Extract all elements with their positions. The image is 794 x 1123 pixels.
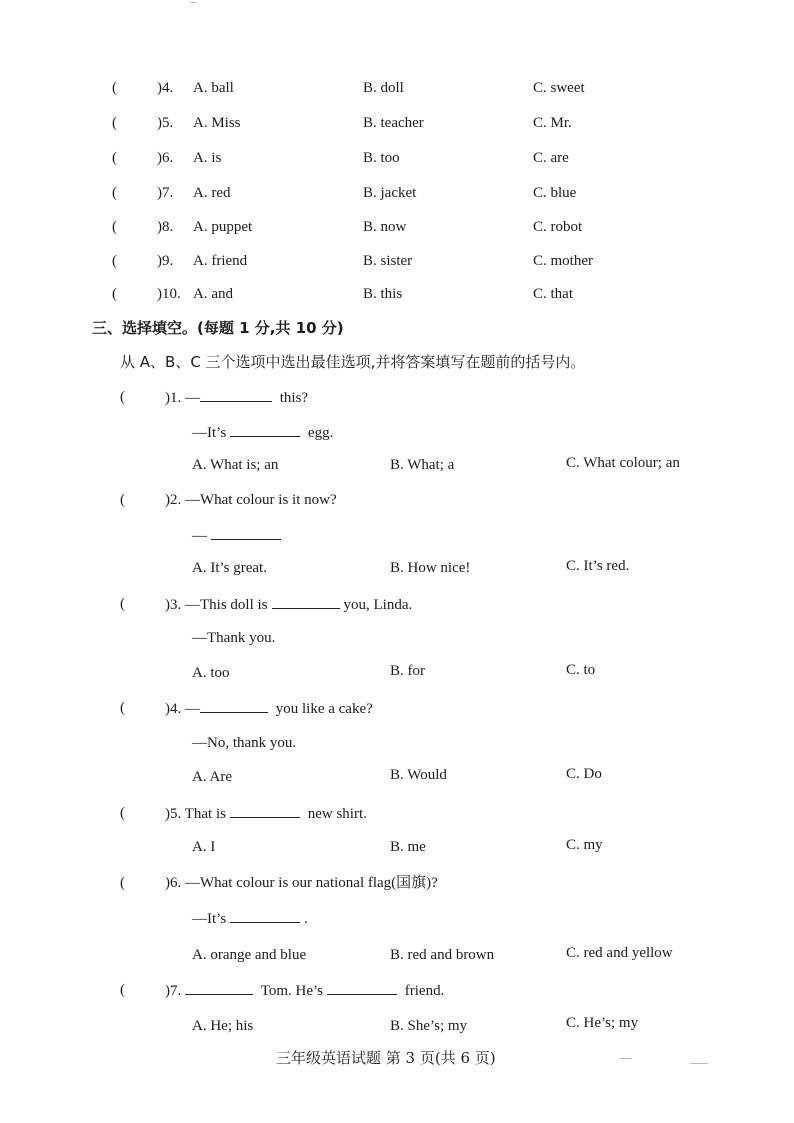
list-item xyxy=(112,148,117,168)
scan-mark xyxy=(690,1063,708,1064)
answer-paren: ( xyxy=(112,219,117,235)
option-c: C. red and yellow xyxy=(566,945,673,961)
section-heading: 三、选择填空。(每题 1 分,共 10 分) xyxy=(92,319,344,337)
list-item xyxy=(112,183,117,203)
option-a: A. Are xyxy=(192,769,232,785)
list-item xyxy=(112,251,117,271)
answer-paren: ( xyxy=(112,253,117,269)
answer-paren: ( xyxy=(120,875,125,891)
answer-blank[interactable] xyxy=(211,525,281,540)
option-b: B. doll xyxy=(363,80,404,96)
option-c: C. Do xyxy=(566,766,602,782)
page-footer: 三年级英语试题 第 3 页(共 6 页) xyxy=(276,1049,496,1067)
option-b: B. red and brown xyxy=(390,947,495,963)
answer-paren: ( xyxy=(112,150,117,166)
question-5: )5. That is new shirt. xyxy=(165,803,367,824)
question-3-response: —Thank you. xyxy=(192,630,276,646)
option-c: C. Mr. xyxy=(533,115,572,131)
option-b: B. this xyxy=(363,286,403,302)
answer-blank[interactable] xyxy=(185,980,253,995)
question-number: )10. xyxy=(157,286,181,302)
list-item xyxy=(112,78,117,98)
answer-paren: ( xyxy=(112,185,117,201)
option-a: A. puppet xyxy=(193,219,253,235)
option-b: B. sister xyxy=(363,253,413,269)
option-b: B. jacket xyxy=(363,185,417,201)
answer-paren: ( xyxy=(112,80,117,96)
question-number: )6. xyxy=(157,150,174,166)
option-a: A. orange and blue xyxy=(192,947,307,963)
option-c: C. It’s red. xyxy=(566,558,630,574)
option-a: A. Miss xyxy=(193,115,241,131)
option-a: A. is xyxy=(193,150,222,166)
answer-blank[interactable] xyxy=(327,980,397,995)
answer-paren: ( xyxy=(120,492,125,508)
option-a: A. ball xyxy=(193,80,234,96)
scan-mark xyxy=(190,2,196,3)
option-c: C. my xyxy=(566,837,603,853)
answer-paren: ( xyxy=(120,389,125,405)
option-c: C. sweet xyxy=(533,80,585,96)
option-a: A. It’s great. xyxy=(192,560,267,576)
scan-mark xyxy=(620,1058,632,1059)
option-a: A. What is; an xyxy=(192,457,279,473)
option-c: C. that xyxy=(533,286,573,302)
question-6: )6. —What colour is our national flag(国旗)? xyxy=(165,875,438,891)
option-b: B. too xyxy=(363,150,400,166)
answer-blank[interactable] xyxy=(200,387,272,402)
option-a: A. He; his xyxy=(192,1018,254,1034)
list-item xyxy=(112,217,117,237)
option-c: C. to xyxy=(566,662,596,678)
option-b: B. me xyxy=(390,839,426,855)
option-b: B. for xyxy=(390,663,425,679)
option-c: C. mother xyxy=(533,253,593,269)
answer-paren: ( xyxy=(120,982,125,998)
question-2: )2. —What colour is it now? xyxy=(165,492,337,508)
question-1: )1. — this? xyxy=(165,387,308,408)
question-1-response: —It’s egg. xyxy=(192,422,333,443)
section-instruction: 从 A、B、C 三个选项中选出最佳选项,并将答案填写在题前的括号内。 xyxy=(120,353,586,371)
answer-blank[interactable] xyxy=(200,698,268,713)
option-a: A. I xyxy=(192,839,216,855)
option-c: C. blue xyxy=(533,185,577,201)
answer-paren: ( xyxy=(112,115,117,131)
question-2-response: — xyxy=(192,525,285,546)
question-number: )9. xyxy=(157,253,174,269)
option-b: B. teacher xyxy=(363,115,424,131)
option-b: B. now xyxy=(363,219,407,235)
option-c: C. robot xyxy=(533,219,583,235)
list-item xyxy=(112,284,117,304)
question-3: )3. —This doll is you, Linda. xyxy=(165,594,412,615)
answer-blank[interactable] xyxy=(230,803,300,818)
option-a: A. friend xyxy=(193,253,248,269)
option-b: B. What; a xyxy=(390,457,455,473)
answer-blank[interactable] xyxy=(230,422,300,437)
option-a: A. too xyxy=(192,665,230,681)
option-b: B. Would xyxy=(390,767,447,783)
option-a: A. and xyxy=(193,286,233,302)
question-7: )7. Tom. He’s friend. xyxy=(165,980,444,1001)
option-c: C. He’s; my xyxy=(566,1015,639,1031)
question-number: )5. xyxy=(157,115,174,131)
option-c: C. are xyxy=(533,150,569,166)
answer-paren: ( xyxy=(120,596,125,612)
question-number: )8. xyxy=(157,219,174,235)
answer-paren: ( xyxy=(112,286,117,302)
option-b: B. She’s; my xyxy=(390,1018,468,1034)
answer-paren: ( xyxy=(120,700,125,716)
answer-blank[interactable] xyxy=(230,908,300,923)
question-number: )7. xyxy=(157,185,174,201)
list-item xyxy=(112,113,117,133)
question-number: )4. xyxy=(157,80,174,96)
answer-paren: ( xyxy=(120,805,125,821)
question-4: )4. — you like a cake? xyxy=(165,698,373,719)
question-4-response: —No, thank you. xyxy=(192,735,297,751)
answer-blank[interactable] xyxy=(272,594,340,609)
question-6-response: —It’s . xyxy=(192,908,308,929)
option-c: C. What colour; an xyxy=(566,455,680,471)
option-b: B. How nice! xyxy=(390,560,471,576)
option-a: A. red xyxy=(193,185,231,201)
